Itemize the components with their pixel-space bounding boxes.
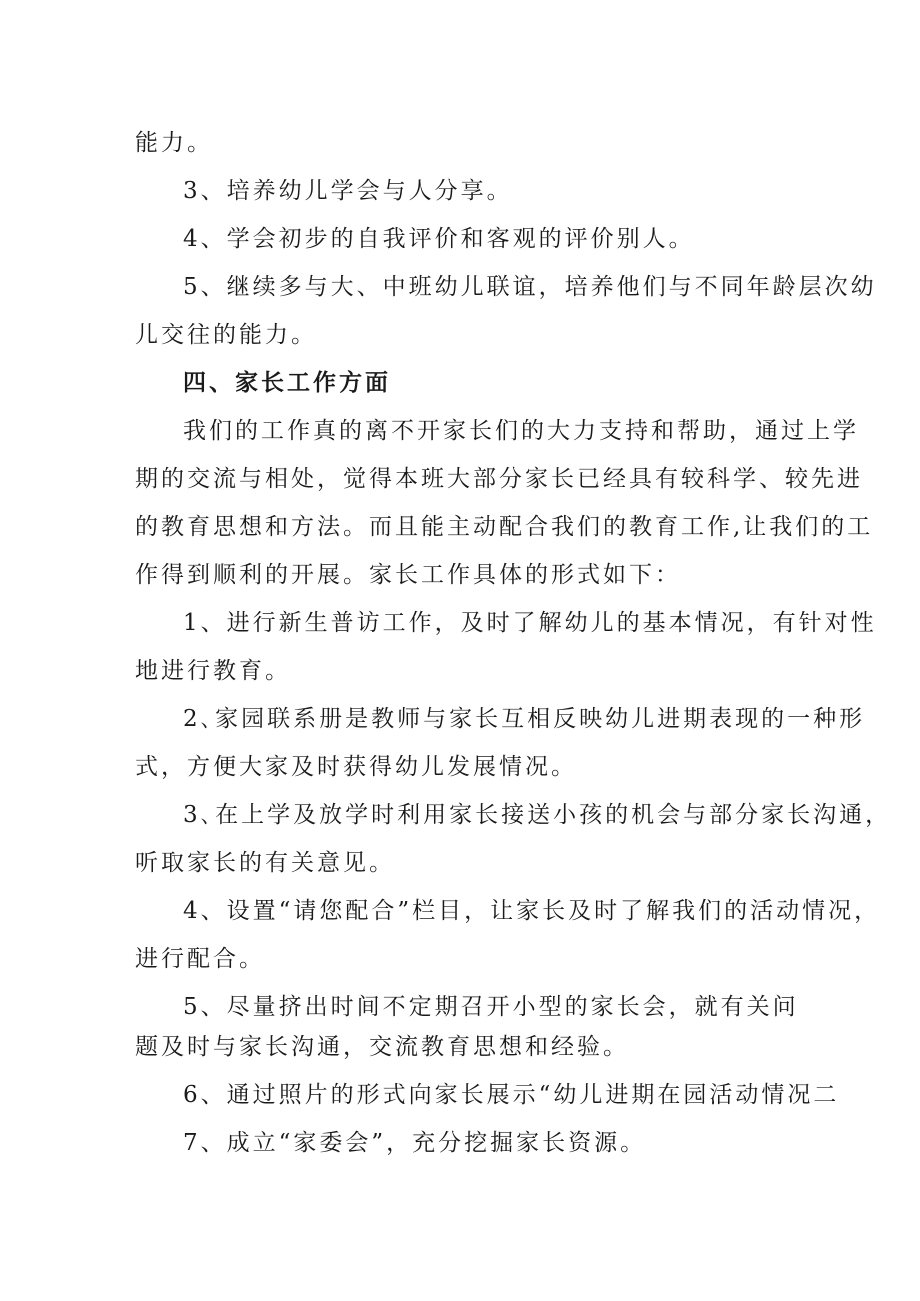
paragraph-line: 作得到顺利的开展。家长工作具体的形式如下： [135,562,681,588]
paragraph-line: 我们的工作真的离不开家长们的大力支持和帮助，通过上学 [183,418,859,444]
list-item-text: 4、设置“请您配合”栏目，让家长及时了解我们的活动情况， [183,898,881,924]
list-item-text: 4、学会初步的自我评价和客观的评价别人。 [183,226,695,252]
text-line: 题及时与家长沟通，交流教育思想和经验。 [135,1034,629,1060]
text-line: 儿交往的能力。 [135,322,317,348]
list-item-text: 3、培养幼儿学会与人分享。 [183,178,513,204]
text-line: 地进行教育。 [135,658,291,684]
list-item-text: 1、进行新生普访工作，及时了解幼儿的基本情况，有针对性 [183,610,877,636]
list-item-text: 6、通过照片的形式向家长展示“幼儿进期在园活动情况二 [183,1082,840,1108]
section-heading: 四、家长工作方面 [183,370,391,396]
text-line: 听取家长的有关意见。 [135,850,395,876]
list-item-text: 7、成立“家委会”，充分挖掘家长资源。 [183,1130,647,1156]
list-item-text: 5、继续多与大、中班幼儿联谊，培养他们与不同年龄层次幼 [183,274,877,300]
list-item-text: 3､在上学及放学时利用家长接送小孩的机会与部分家长沟通， [183,802,892,828]
list-item-text: 5、尽量挤出时间不定期召开小型的家长会，就有关问 [183,994,799,1020]
paragraph-line: 期的交流与相处，觉得本班大部分家长已经具有较科学、较先进 [135,466,863,492]
text-line: 能力。 [135,130,213,156]
text-line: 式，方便大家及时获得幼儿发展情况。 [135,754,577,780]
text-line: 进行配合。 [135,946,265,972]
list-item-text: 2､家园联系册是教师与家长互相反映幼儿进期表现的一种形 [183,706,866,732]
paragraph-line: 的教育思想和方法。而且能主动配合我们的教育工作,让我们的工 [135,514,874,540]
